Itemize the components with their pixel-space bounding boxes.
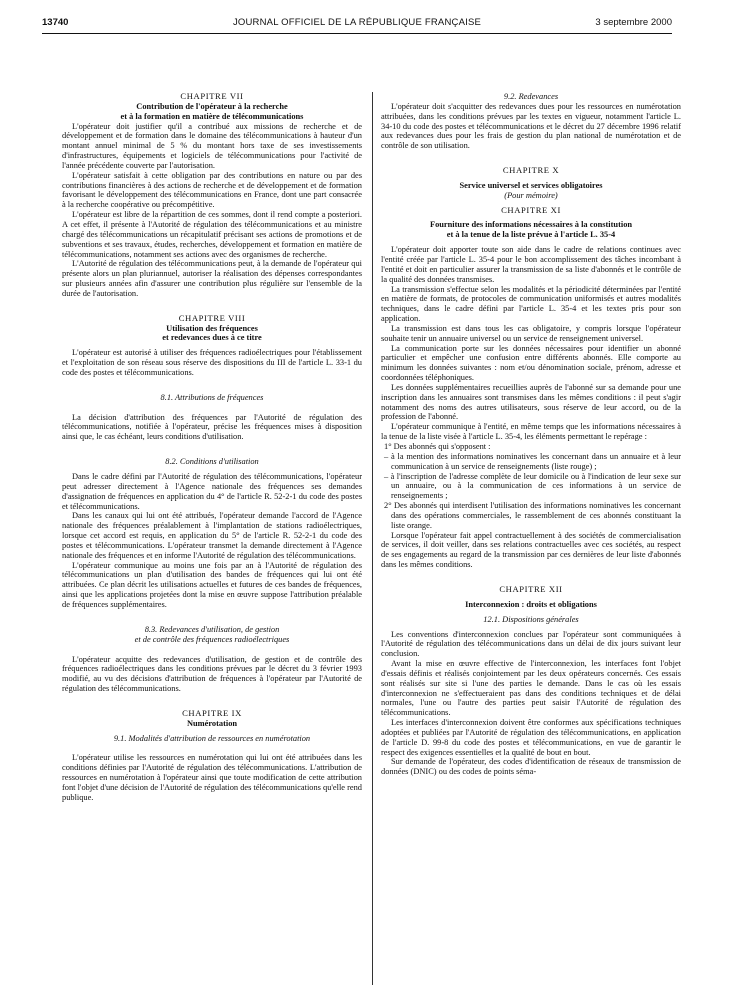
paragraph: L'opérateur satisfait à cette obligation par des contributions en nature ou par des contributions financières à des actions de recherche et de développement et de formation favorisant le développement des télécommunications en France, dont une part consacrée à la recherche coopérative ou précompétitive. xyxy=(62,170,362,210)
paragraph: La transmission est dans tous les cas obligatoire, y compris lorsque l'opérateur souhaite tenir un annuaire universel ou un service de renseignement universel. xyxy=(381,323,681,343)
list-item: 1° Des abonnés qui s'opposent : xyxy=(384,442,491,451)
right-column xyxy=(381,92,681,777)
chapter-title: Utilisation des fréquences xyxy=(166,323,258,333)
page-header xyxy=(42,17,672,31)
chapter-title: Fourniture des informations nécessaires à la constitution xyxy=(429,220,633,230)
page-number: 13740 xyxy=(42,17,69,28)
chapter-label: CHAPITRE VIII xyxy=(178,312,246,323)
list-item: – à l'inscription de l'adresse complète de leur domicile ou à l'indication de leur sexe sur un annuaire, ou à la communication de ces informations à un service de renseignements ; xyxy=(384,471,681,501)
section-title: 8.2. Conditions d'utilisation xyxy=(165,457,259,467)
chapter-title: et à la tenue de la liste prévue à l'article L. 35-4 xyxy=(446,230,616,240)
list-item: 2° Des abonnés qui interdisent l'utilisation des informations nominatives les concernant dans des opérations commerciales, le rassemblement de ces abonnés constituant la liste orange. xyxy=(384,501,681,530)
paragraph: L'opérateur communique à l'entité, en même temps que les informations nécessaires à la tenue de la liste visée à l'article L. 35-4, les éléments permettant le repérage : xyxy=(381,422,681,442)
column-divider xyxy=(372,92,373,985)
header-rule xyxy=(42,33,672,34)
paragraph: L'opérateur utilise les ressources en numérotation qui lui ont été attribuées dans les conditions définies par l'Autorité de régulation des télécommunications. L'attribution de ressources en numérotation à l'opérateur ainsi que toute modification de cette attribution font l'objet d'une décision de l'Autorité de régulation des télécommunications qu'elle rend publique. xyxy=(62,753,362,802)
paragraph: Les interfaces d'interconnexion doivent être conformes aux spécifications techniques adoptées et publiées par l'Autorité de régulation des télécommunications, en application de l'article D. 99-8 du code des postes et télécommunications, en vue de garantir le respect des exigences essentielles et la qualité de bout en bout. xyxy=(381,718,681,757)
paragraph: Les données supplémentaires recueillies auprès de l'abonné sur sa demande pour une inscription dans les annuaires sont transmises dans les mêmes conditions : il peut s'agir notamment des noms des autres utilisateurs, sous réserve de leur accord, ou de la profession de l'abonné. xyxy=(381,382,681,422)
section-title: 9.1. Modalités d'attribution de ressources en numérotation xyxy=(113,733,311,743)
chapter-title: et redevances dues à ce titre xyxy=(162,333,262,343)
paragraph: L'opérateur est libre de la répartition de ces sommes, dont il rend compte a posteriori. A cet effet, il présente à l'Autorité de régulation des télécommunications et au ministre chargé des télécommunications un récapitulatif précisant ses actions de promotions et de subventions et ses travaux, études, recherches, développement et formation en matière de télécommunications, notamment ses actions avec des organismes de recherche. xyxy=(62,210,362,259)
paragraph: L'opérateur doit s'acquitter des redevances dues pour les ressources en numérotation attribuées, dans les conditions prévues par les textes en vigueur, notamment l'article L. 34-10 du code des postes et télécommunications et le décret du 27 décembre 1996 relatif aux redevances dues pour les frais de gestion du plan national de numérotation et de contrôle de son utilisation. xyxy=(381,101,681,151)
chapter-title: Numérotation xyxy=(186,718,238,728)
chapter-title: Contribution de l'opérateur à la recherche xyxy=(136,101,288,111)
section-title: 8.3. Redevances d'utilisation, de gestion xyxy=(144,624,280,634)
paragraph: L'opérateur acquitte des redevances d'utilisation, de gestion et de contrôle des fréquences radioélectriques dans les conditions prévues par le décret du 3 février 1993 modifié, au vu des décisions d'attribution de fréquences à l'opérateur par l'Autorité de régulation des télécommunications. xyxy=(62,654,362,694)
chapter-note: (Pour mémoire) xyxy=(504,190,558,200)
paragraph: L'opérateur doit apporter toute son aide dans le cadre de relations continues avec l'entité créée par l'article L. 35-4 pour le bon accomplissement des tâches incombant à l'entité et doit en particulier assurer la transmission de sa liste d'abonnés et le contrôle de la qualité des données transmises. xyxy=(381,245,681,284)
chapter-label: CHAPITRE XII xyxy=(499,583,563,594)
paragraph: L'opérateur doit justifier qu'il a contribué aux missions de recherche et de développement et de formation dans le domaine des télécommunications à hauteur d'un montant annuel minimal de 5 % du montant hors taxe de ses investissements d'infrastructures, équipements et logiciels de télécommunications pour l'activité de l'année précédente couverte par l'autorisation. xyxy=(62,121,362,170)
section-title: 12.1. Dispositions générales xyxy=(483,614,579,624)
paragraph: L'opérateur est autorisé à utiliser des fréquences radioélectriques pour l'établissement et l'exploitation de son réseau sous réserve des dispositions du III de l'article L. 33-1 du code des postes et télécommunications. xyxy=(62,348,362,377)
chapter-label: CHAPITRE VII xyxy=(180,91,244,101)
chapter-label: CHAPITRE IX xyxy=(182,707,242,718)
chapter-title: Interconnexion : droits et obligations xyxy=(465,599,597,609)
paragraph: Lorsque l'opérateur fait appel contractuellement à des sociétés de commercialisation de services, il doit veiller, dans ses relations contractuelles avec ces sociétés, au respect de ses engagements au regard de la transmission par ces dernières de leur liste d'abonnés dans les mêmes conditions. xyxy=(381,530,681,570)
chapter-label: CHAPITRE XI xyxy=(501,204,561,215)
journal-title: JOURNAL OFFICIEL DE LA RÉPUBLIQUE FRANÇAISE xyxy=(232,17,482,28)
chapter-title: et à la formation en matière de télécommunications xyxy=(120,111,304,121)
section-title: 9.2. Redevances xyxy=(503,92,559,101)
paragraph: Avant la mise en œuvre effective de l'interconnexion, les interfaces font l'objet d'essais définis et réalisés conjointement par les deux opérateurs concernés. Ces essais sont réalisés sur site si l'une des parties le demande. Dans le cas où les essais d'interconnexion ne s'effectueraient pas dans des conditions techniques et de délai normales, l'une ou l'autre des parties peut saisir l'Autorité de régulation des télécommunications. xyxy=(381,659,681,718)
section-title: et de contrôle des fréquences radioélectriques xyxy=(134,634,290,644)
paragraph: La transmission s'effectue selon les modalités et la périodicité déterminées par l'entité en matière de formats, de protocoles de communication uniformisés et autres modalités techniques, dans le cadre défini par l'article L. 35-4 et les textes pris pour son application. xyxy=(381,284,681,324)
paragraph: L'opérateur communique au moins une fois par an à l'Autorité de régulation des télécommunications un plan d'utilisation des bandes de fréquences qui lui ont été attribuées. Ce plan décrit les utilisations actuelles et futures de ces bandes de fréquences, ainsi que les applications projetées dont la mise en œuvre suppose l'attribution préalable de fréquences supplémentaires. xyxy=(62,560,362,609)
paragraph: Dans le cadre défini par l'Autorité de régulation des télécommunications, l'opérateur peut adresser directement à l'Agence nationale des fréquences ses demandes d'assignation de fréquences en application du 4° de l'article R. 52-2-1 du code des postes et télécommunications. xyxy=(62,472,362,511)
section-title: 8.1. Attributions de fréquences xyxy=(160,392,264,402)
paragraph: Les conventions d'interconnexion conclues par l'opérateur sont communiquées à l'Autorité de régulation des télécommunications dans un délai de dix jours suivant leur conclusion. xyxy=(381,629,681,659)
paragraph: La communication porte sur les données nécessaires pour identifier un abonné particulier et empêcher une confusion entre différents abonnés. Elle comporte au minimum les données suivantes : nom et/ou dénomination sociale, prénom, adresse et coordonnées téléphoniques. xyxy=(381,343,681,383)
chapter-title: Service universel et services obligatoires xyxy=(459,180,603,190)
list-item: – à la mention des informations nominatives les concernant dans un annuaire et à leur communication à un service de renseignements (liste rouge) ; xyxy=(384,451,681,471)
paragraph: Sur demande de l'opérateur, des codes d'identification de réseaux de transmission de données (DNIC) ou des codes de points séma- xyxy=(381,757,681,777)
issue-date: 3 septembre 2000 xyxy=(595,17,672,28)
left-column xyxy=(62,92,362,803)
paragraph: Dans les canaux qui lui ont été attribués, l'opérateur demande l'accord de l'Agence nationale des fréquences préalablement à l'implantation de stations radioélectriques, lorsque cet accord est requis, en application du 5° de l'article R. 52-2-1 du code des postes et télécommunications. L'opérateur transmet la demande directement à l'Agence nationale des fréquences et en informe l'Autorité de régulation des télécommunications. xyxy=(62,511,362,560)
chapter-label: CHAPITRE X xyxy=(502,165,560,176)
paragraph: La décision d'attribution des fréquences par l'Autorité de régulation des télécommunications, notifiée à l'opérateur, précise les fréquences mises à disposition ainsi que, le cas échéant, leurs conditions d'utilisation. xyxy=(62,412,362,442)
paragraph: L'Autorité de régulation des télécommunications peut, à la demande de l'opérateur qui présente alors un plan pluriannuel, autoriser la réalisation des dépenses correspondantes sur plusieurs années afin d'assurer une contribution plus régulière sur l'ensemble de la durée de l'autorisation. xyxy=(62,259,362,298)
